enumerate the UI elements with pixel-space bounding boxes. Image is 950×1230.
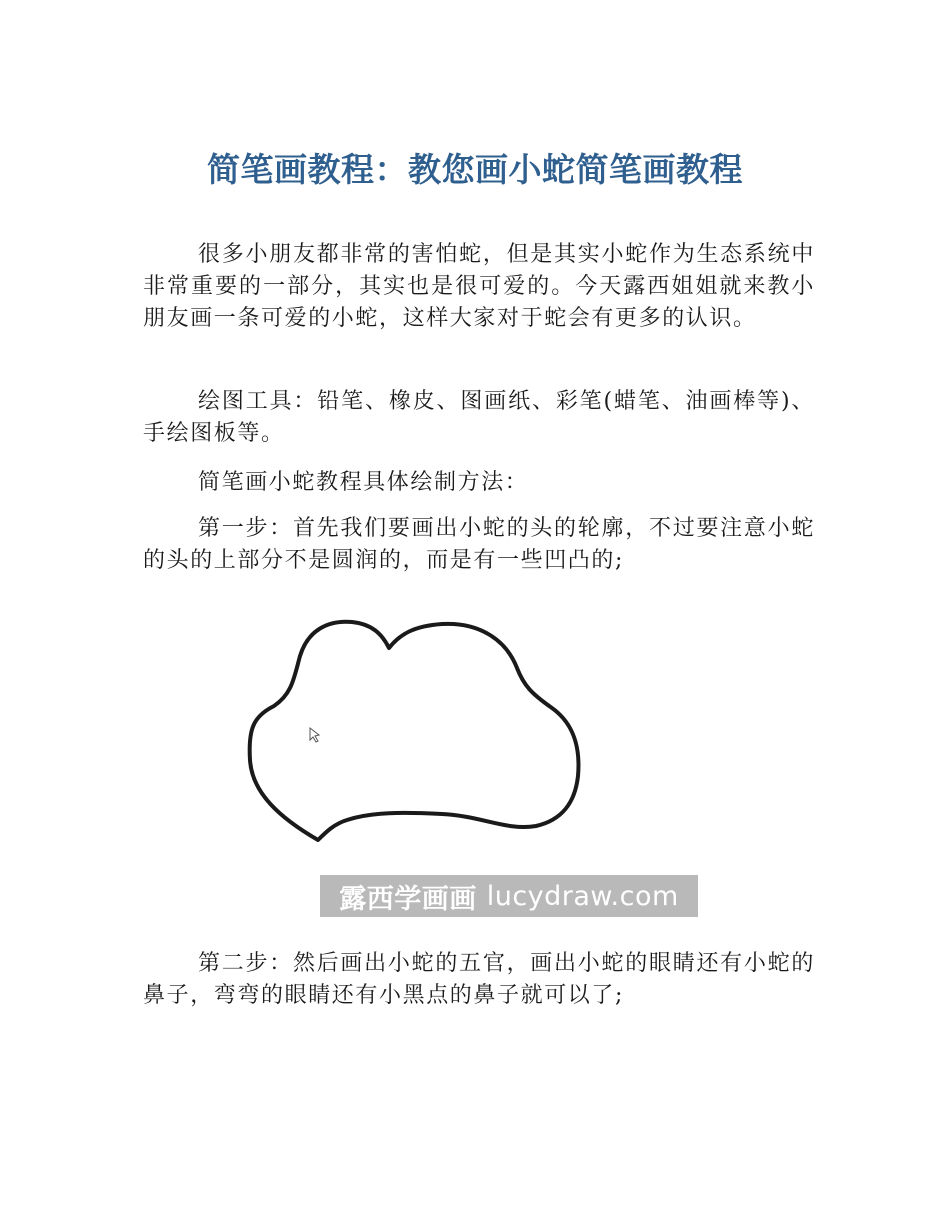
watermark-chinese: 露西学画画	[339, 883, 477, 915]
watermark	[320, 875, 698, 917]
page-title: 简笔画教程：教您画小蛇简笔画教程	[207, 150, 743, 189]
cursor-icon	[310, 728, 319, 742]
intro-paragraph: 很多小朋友都非常的害怕蛇，但是其实小蛇作为生态系统中非常重要的一部分，其实也是很可爱的。今天露西姐姐就来教小朋友画一条可爱的小蛇，这样大家对于蛇会有更多的认识。	[143, 242, 815, 331]
snake-head-drawing-figure	[152, 598, 712, 934]
snake-head-outline	[250, 622, 579, 840]
watermark-url: lucydraw.com	[486, 880, 679, 912]
method-heading: 简笔画小蛇教程具体绘制方法：	[198, 470, 529, 495]
tools-paragraph: 绘图工具：铅笔、橡皮、图画纸、彩笔(蜡笔、油画棒等)、手绘图板等。	[143, 389, 815, 446]
step-2-paragraph: 第二步：然后画出小蛇的五官，画出小蛇的眼睛还有小蛇的鼻子，弯弯的眼睛还有小黑点的鼻子就可以了;	[143, 951, 815, 1008]
step-1-paragraph: 第一步：首先我们要画出小蛇的头的轮廓，不过要注意小蛇的头的上部分不是圆润的，而是有一些凹凸的;	[143, 516, 815, 573]
